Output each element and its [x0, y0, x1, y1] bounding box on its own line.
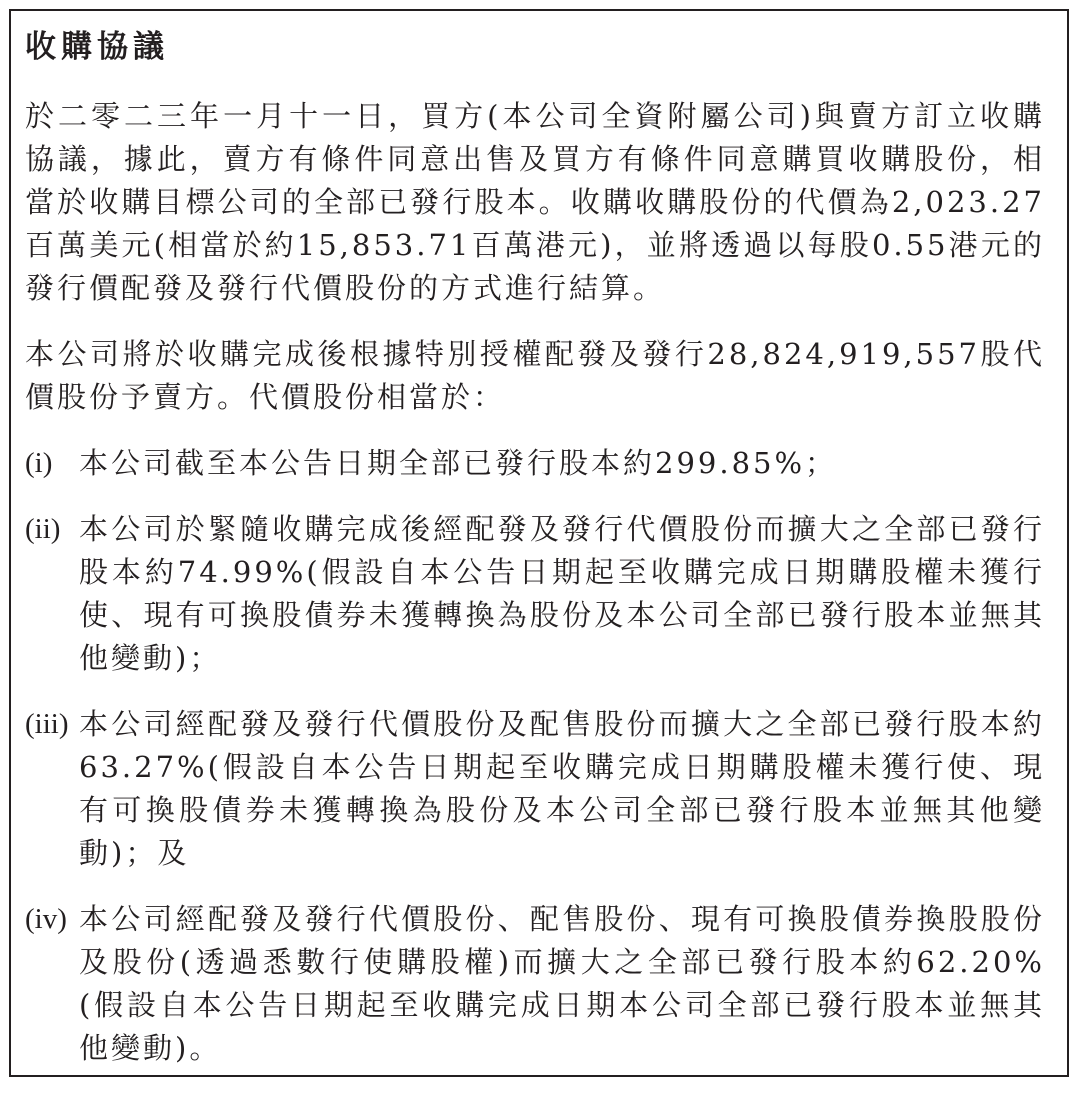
list-marker: (i)	[25, 447, 53, 479]
document-frame	[9, 9, 1069, 1077]
document-content	[25, 25, 1045, 1093]
list-item-text: 本公司經配發及發行代價股份、配售股份、現有可換股債券換股股份及股份(透過悉數行使購股權)而擴大之全部已發行股本約62.20%(假設自本公告日期起至收購完成日期本公司全部已發行股本並無其他變動)。	[79, 902, 1045, 1065]
list-item-text: 本公司截至本公告日期全部已發行股本約299.85%；	[79, 446, 838, 480]
list-marker: (ii)	[25, 513, 61, 545]
list-marker: (iv)	[25, 903, 67, 935]
list-item-text: 本公司於緊隨收購完成後經配發及發行代價股份而擴大之全部已發行股本約74.99%(假設自本公告日期起至收購完成日期購股權未獲行使、現有可換股債券未獲轉換為股份及本公司全部已發行股本並無其他變動)；	[79, 512, 1045, 675]
list-item-text: 本公司經配發及發行代價股份及配售股份而擴大之全部已發行股本約63.27%(假設自本公告日期起至收購完成日期購股權未獲行使、現有可換股債券未獲轉換為股份及本公司全部已發行股本並無其他變動)；及	[79, 707, 1045, 870]
list-item	[25, 898, 1045, 1070]
paragraph-consideration-shares: 本公司將於收購完成後根據特別授權配發及發行28,824,919,557股代價股份予賣方。代價股份相當於：	[25, 337, 1045, 414]
list-marker: (iii)	[25, 708, 69, 740]
paragraph-acquisition-agreement: 於二零二三年一月十一日，買方(本公司全資附屬公司)與賣方訂立收購協議，據此，賣方有條件同意出售及買方有條件同意購買收購股份，相當於收購目標公司的全部已發行股本。收購收購股份的代價為2,023.27百萬美元(相當於約15,853.71百萬港元)，並將透過以每股0.55港元的發行價配發及發行代價股份的方式進行結算。	[25, 99, 1045, 305]
section-title: 收購協議	[25, 29, 169, 65]
list-item	[25, 442, 1045, 485]
list-item	[25, 508, 1045, 680]
list-item	[25, 703, 1045, 875]
